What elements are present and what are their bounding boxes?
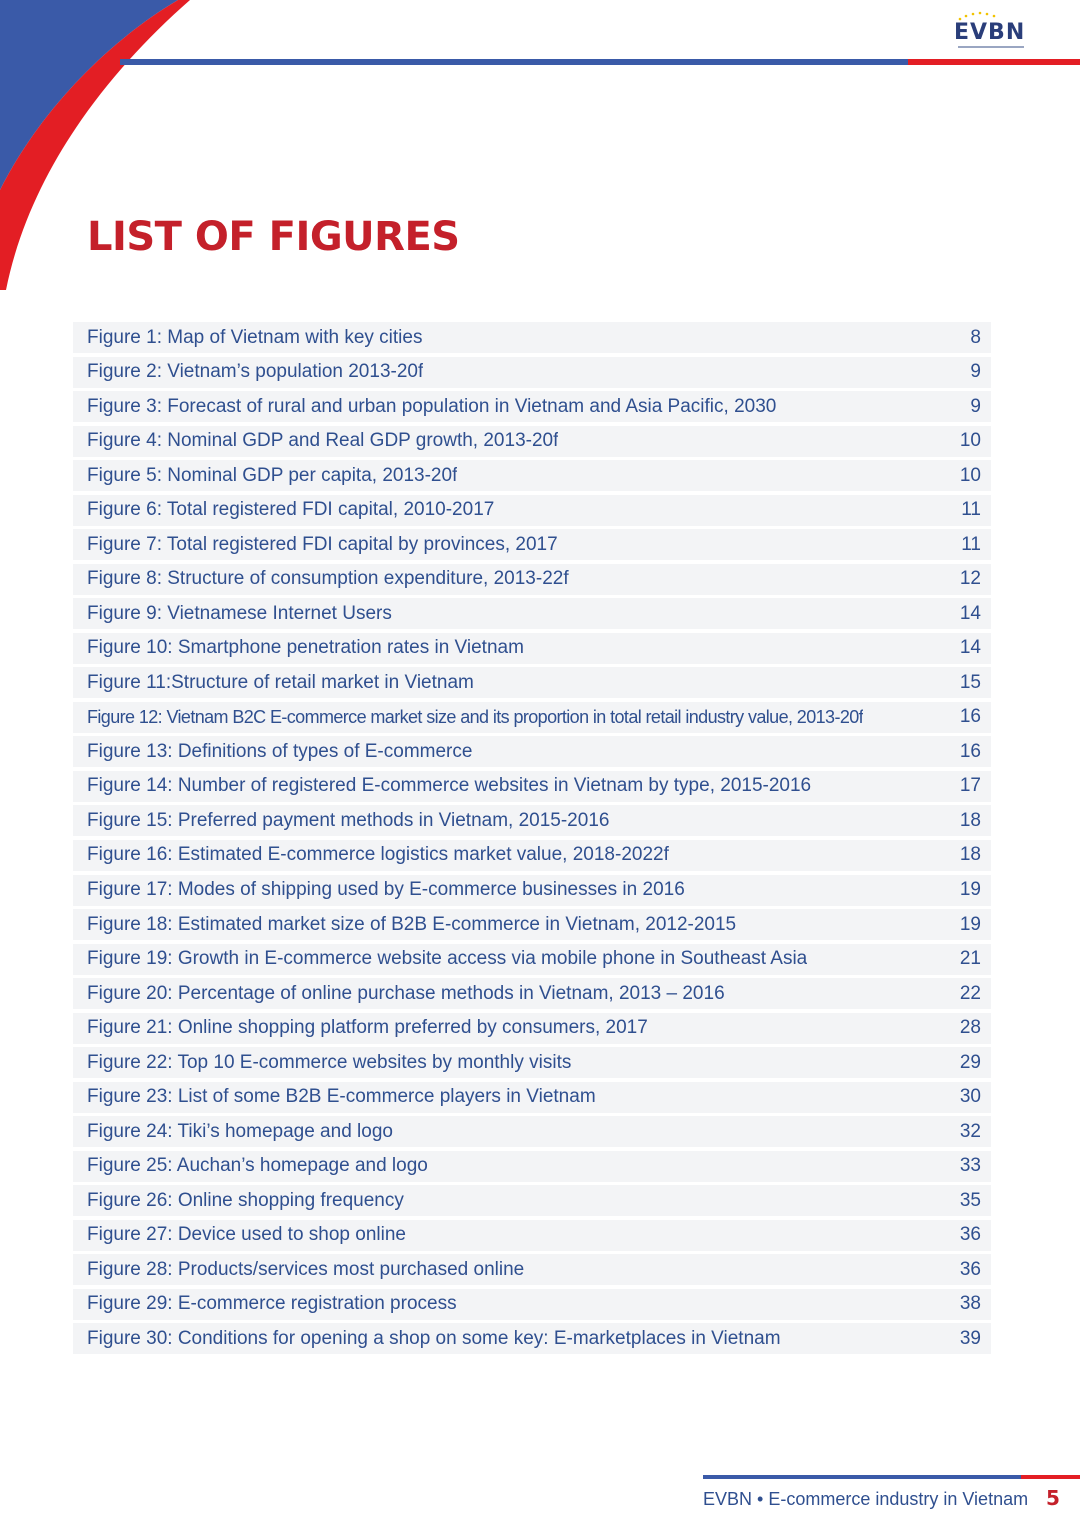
list-item[interactable] — [73, 426, 991, 457]
figure-label: Figure 25: Auchan’s homepage and logo — [87, 1155, 428, 1177]
figure-label: Figure 22: Top 10 E-commerce websites by monthly visits — [87, 1051, 572, 1073]
figure-page-number: 15 — [959, 671, 981, 693]
footer-text: EVBN • E-commerce industry in Vietnam — [703, 1489, 1029, 1509]
figure-page-number: 10 — [959, 464, 981, 486]
figure-label: Figure 14: Number of registered E-commerce websites in Vietnam by type, 2015-2016 — [87, 775, 812, 797]
figure-label: Figure 8: Structure of consumption expenditure, 2013-22f — [87, 568, 569, 590]
list-item[interactable] — [73, 978, 991, 1009]
list-item[interactable] — [73, 1289, 991, 1320]
figure-label: Figure 2: Vietnam’s population 2013-20f — [87, 361, 424, 383]
list-item[interactable] — [73, 460, 991, 491]
figure-label: Figure 27: Device used to shop online — [87, 1224, 406, 1246]
figure-page-number: 33 — [959, 1155, 981, 1177]
figure-page-number: 22 — [959, 982, 981, 1004]
list-item[interactable] — [73, 1254, 991, 1285]
list-item[interactable] — [73, 702, 991, 733]
figure-label: Figure 28: Products/services most purchased online — [87, 1258, 525, 1280]
figure-page-number: 18 — [959, 809, 981, 831]
figure-label: Figure 21: Online shopping platform preferred by consumers, 2017 — [87, 1017, 648, 1039]
figure-label: Figure 3: Forecast of rural and urban population in Vietnam and Asia Pacific, 2030 — [87, 395, 777, 417]
list-item[interactable] — [73, 357, 991, 388]
figure-page-number: 12 — [959, 568, 981, 590]
list-item[interactable] — [73, 736, 991, 767]
figure-label: Figure 4: Nominal GDP and Real GDP growth, 2013-20f — [87, 430, 559, 452]
list-item[interactable] — [73, 771, 991, 802]
list-item[interactable] — [73, 598, 991, 629]
figure-page-number: 8 — [970, 326, 981, 348]
figure-page-number: 10 — [959, 430, 981, 452]
figure-page-number: 36 — [959, 1258, 981, 1280]
list-item[interactable] — [73, 1116, 991, 1147]
header-rule-blue — [120, 59, 910, 65]
footer-rule — [703, 1475, 1080, 1479]
list-item[interactable] — [73, 944, 991, 975]
list-item[interactable] — [73, 909, 991, 940]
figure-page-number: 32 — [959, 1120, 981, 1142]
figure-label: Figure 18: Estimated market size of B2B E-commerce in Vietnam, 2012-2015 — [87, 913, 737, 935]
figure-page-number: 19 — [959, 913, 981, 935]
logo-tagline-mark — [958, 46, 1024, 48]
figure-label: Figure 19: Growth in E-commerce website access via mobile phone in Southeast Asia — [87, 948, 808, 970]
figure-page-number: 36 — [959, 1224, 981, 1246]
figure-label: Figure 1: Map of Vietnam with key cities — [87, 326, 423, 348]
figure-page-number: 39 — [959, 1327, 981, 1349]
figure-page-number: 9 — [970, 395, 981, 417]
figure-page-number: 14 — [959, 602, 981, 624]
list-item[interactable] — [73, 805, 991, 836]
figure-label: Figure 23: List of some B2B E-commerce players in Vietnam — [87, 1086, 596, 1108]
figure-label: Figure 10: Smartphone penetration rates in Vietnam — [87, 637, 524, 659]
header-rule — [120, 59, 1080, 65]
figure-page-number: 30 — [959, 1086, 981, 1108]
list-item[interactable] — [73, 564, 991, 595]
list-item[interactable] — [73, 875, 991, 906]
figure-page-number: 19 — [959, 879, 981, 900]
figure-label: Figure 7: Total registered FDI capital by provinces, 2017 — [87, 533, 558, 555]
figure-list — [73, 322, 991, 1358]
figure-label: Figure 16: Estimated E-commerce logistics market value, 2018-2022f — [87, 844, 669, 866]
figure-label: Figure 15: Preferred payment methods in Vietnam, 2015-2016 — [87, 809, 610, 831]
list-item[interactable] — [73, 1220, 991, 1251]
figure-page-number: 29 — [959, 1051, 981, 1073]
figure-page-number: 16 — [959, 706, 981, 728]
figure-label: Figure 5: Nominal GDP per capita, 2013-20f — [87, 464, 458, 486]
logo-text: EVBN — [954, 20, 1026, 45]
figure-label: Figure 26: Online shopping frequency — [87, 1189, 404, 1211]
figure-label: Figure 24: Tiki’s homepage and logo — [87, 1120, 393, 1142]
figure-page-number: 11 — [961, 499, 981, 521]
figure-page-number: 28 — [959, 1017, 981, 1039]
figure-page-number: 18 — [959, 844, 981, 866]
figure-label: Figure 29: E-commerce registration process — [87, 1293, 457, 1315]
page-number: 5 — [1046, 1486, 1060, 1510]
figure-label: Figure 17: Modes of shipping used by E-commerce businesses in 2016 — [87, 879, 685, 900]
figure-page-number: 35 — [959, 1189, 981, 1211]
list-item[interactable] — [73, 322, 991, 353]
figure-page-number: 16 — [959, 740, 981, 762]
list-item[interactable] — [73, 1323, 991, 1354]
footer-rule-red — [1021, 1475, 1080, 1479]
figure-page-number: 11 — [961, 533, 981, 555]
figure-label: Figure 30: Conditions for opening a shop on some key: E-marketplaces in Vietnam — [87, 1327, 781, 1349]
list-item[interactable] — [73, 1047, 991, 1078]
figure-page-number: 17 — [959, 775, 981, 797]
list-item[interactable] — [73, 391, 991, 422]
list-item[interactable] — [73, 1082, 991, 1113]
evbn-logo — [950, 12, 1030, 54]
list-item[interactable] — [73, 667, 991, 698]
figure-page-number: 9 — [970, 361, 981, 383]
figure-label: Figure 9: Vietnamese Internet Users — [87, 602, 392, 624]
list-item[interactable] — [73, 1151, 991, 1182]
figure-label: Figure 20: Percentage of online purchase methods in Vietnam, 2013 – 2016 — [87, 982, 725, 1004]
list-item[interactable] — [73, 840, 991, 871]
list-item[interactable] — [73, 1185, 991, 1216]
list-item[interactable] — [73, 633, 991, 664]
figure-label: Figure 6: Total registered FDI capital, 2010-2017 — [87, 499, 495, 521]
list-item[interactable] — [73, 495, 991, 526]
figure-label: Figure 12: Vietnam B2C E-commerce market size and its proportion in total retail industry value, 2013-20f — [87, 706, 864, 727]
figure-page-number: 21 — [959, 948, 981, 970]
figure-page-number: 38 — [959, 1293, 981, 1315]
figure-page-number: 14 — [959, 637, 981, 659]
header-rule-red — [908, 59, 1080, 65]
figure-label: Figure 13: Definitions of types of E-commerce — [87, 740, 473, 762]
footer-rule-blue — [703, 1475, 1023, 1479]
list-item[interactable] — [73, 529, 991, 560]
figure-label: Figure 11:Structure of retail market in Vietnam — [87, 671, 474, 693]
list-item[interactable] — [73, 1013, 991, 1044]
page-title: LIST OF FIGURES — [87, 214, 460, 260]
